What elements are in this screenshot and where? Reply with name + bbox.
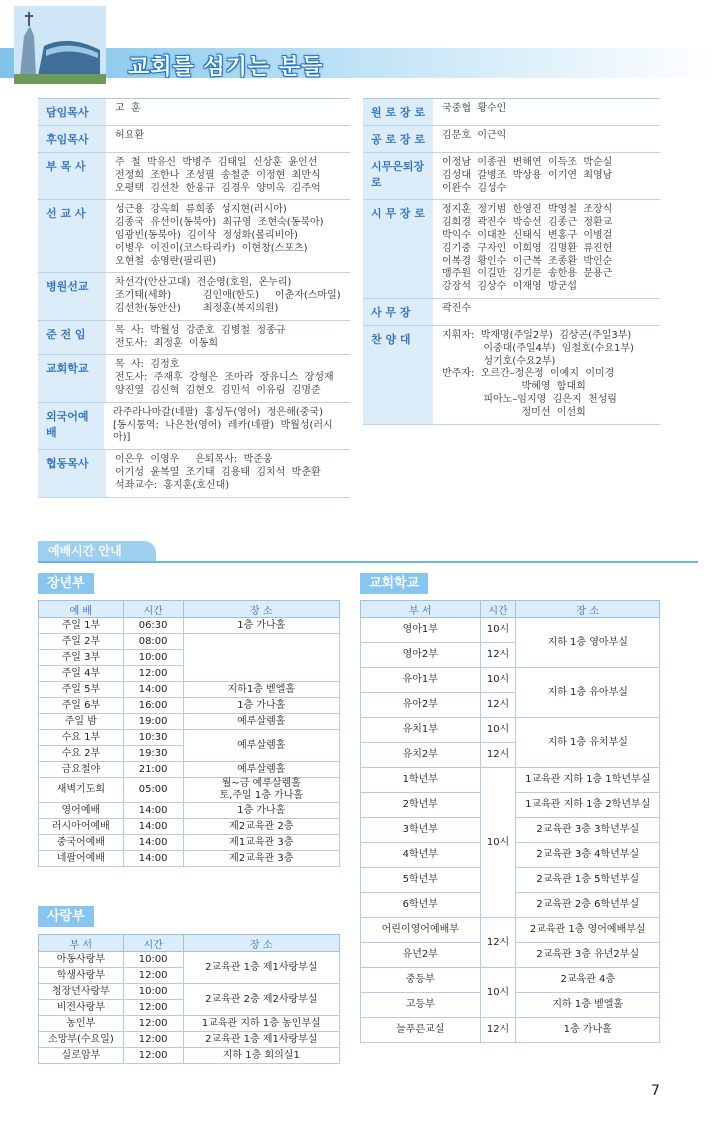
column-header: 시간 [123,935,183,952]
schedule-time-cell: 21:00 [123,762,183,778]
schedule-place-cell: 2교육관 1층 영어예배부실 [516,918,660,943]
table-row [361,618,660,643]
adult-schedule-table [38,600,340,867]
staff-names: 목 사: 박월성 강준호 김병철 정종규 전도사: 최정훈 이동희 [115,324,286,349]
schedule-place-cell: 예루살렘홀 [183,762,339,778]
schedule-time-cell: 12시 [480,1018,516,1043]
column-header: 예 배 [39,601,124,618]
schedule-name-cell: 주일 4부 [39,666,124,682]
schedule-name-cell: 주일 밤 [39,714,124,730]
schedule-name-cell: 고등부 [361,993,481,1018]
staff-names: 주 철 박유신 박병주 김태일 신상훈 윤인선 전정희 조한나 조성필 송철준 이정현 최만식 오평택 김선찬 한웅규 김경우 양미옥 김주억 [115,157,321,194]
table-row [39,762,340,778]
table-row [361,1018,660,1043]
schedule-name-cell: 유아1부 [361,668,481,693]
staff-role-label: 협동목사 [38,450,106,496]
staff-role-label: 원 로 장 로 [363,99,433,125]
table-row [361,768,660,793]
schedule-name-cell: 유치2부 [361,743,481,768]
schedule-place-cell: 지하 1층 영아부실 [516,618,660,668]
staff-role-label: 후임목사 [38,126,106,152]
schedule-place-cell: 2교육관 3층 3학년부실 [516,818,660,843]
schedule-place-cell: 제1교육관 3층 [183,835,339,851]
staff-list-right [363,98,660,425]
schedule-name-cell: 어린이영어예배부 [361,918,481,943]
schedule-time-cell: 19:30 [123,746,183,762]
schedule-place-cell: 2교육관 1층 제1사랑부실 [183,1032,339,1048]
schedule-time-cell: 14:00 [123,835,183,851]
schedule-place-cell: 2교육관 3층 4학년부실 [516,843,660,868]
staff-row [38,403,350,450]
schedule-place-cell: 예루살렘홀 [183,730,339,762]
staff-names: 곽진수 [442,302,471,314]
schedule-time-cell: 10시 [480,668,516,693]
schedule-time-cell: 10:00 [123,650,183,666]
staff-row [38,99,350,126]
worship-section-title: 예배시간 안내 [38,541,156,561]
schedule-time-cell: 10:00 [123,984,183,1000]
schedule-name-cell: 새벽기도회 [39,778,124,803]
schedule-name-cell: 실로암부 [39,1048,124,1064]
column-header: 장 소 [183,935,339,952]
schedule-name-cell: 중등부 [361,968,481,993]
staff-names: 이은우 이영우 은퇴목사: 박준웅 이기성 윤복열 조기태 김용태 김치석 박춘환 석좌교수: 홍지훈(호신대) [115,454,321,491]
table-row [39,730,340,746]
schedule-name-cell: 주일 6부 [39,698,124,714]
staff-role-label: 병원선교 [38,273,106,319]
table-row [39,618,340,634]
schedule-name-cell: 네팔어예배 [39,851,124,867]
schedule-time-cell: 12:00 [123,1000,183,1016]
schedule-time-cell: 12:00 [123,666,183,682]
schedule-name-cell: 소망부(수요일) [39,1032,124,1048]
column-header: 장 소 [516,601,660,618]
schedule-time-cell: 10:00 [123,952,183,968]
school-title: 교회학교 [360,573,428,594]
staff-names: 정지훈 정기범 한영진 박영철 조장식 김희경 곽진수 박승선 김종근 정환교 박익수 이대찬 신태식 변홍구 이병걸 김기중 구자인 이희영 김명환 류진헌 이복경 황인수 이근복 조종환 박인순 맹주원 이길만 김기문 송한용 문용근 강장석 김상수 이재영 방군섭 [442,204,613,293]
table-row [39,682,340,698]
church-building-icon [14,6,106,84]
schedule-place-cell: 1층 가나홀 [183,618,339,634]
staff-names: 지휘자: 박재명(주일2부) 김상곤(주일3부) 이중대(주일4부) 임철호(수요1부) 성기호(수요2부) 반주자: 오르간–정은정 이예지 이미경 박혜영 함대희 피아노–임지영 김은지 천성림 정미선 이선희 [442,329,634,418]
schedule-time-cell: 10시 [480,618,516,643]
schedule-name-cell: 영어예배 [39,803,124,819]
schedule-name-cell: 청장년사랑부 [39,984,124,1000]
schedule-place-cell: 지하 1층 유아부실 [516,668,660,718]
column-header: 시간 [123,601,183,618]
schedule-place-cell: 2교육관 4층 [516,968,660,993]
schedule-place-cell: 제2교육관 2층 [183,819,339,835]
schedule-time-cell: 10시 [480,768,516,918]
schedule-time-cell: 12:00 [123,1016,183,1032]
schedule-place-cell: 제2교육관 3층 [183,851,339,867]
column-header: 시간 [480,601,516,618]
schedule-time-cell: 14:00 [123,682,183,698]
staff-row [38,321,350,356]
table-row [39,819,340,835]
schedule-name-cell: 유아2부 [361,693,481,718]
header-banner [0,48,715,78]
page-number: 7 [651,1083,660,1099]
schedule-time-cell: 19:00 [123,714,183,730]
table-row [361,968,660,993]
table-header-row [39,601,340,618]
column-header: 부 서 [361,601,481,618]
schedule-place-cell: 2교육관 1층 제1사랑부실 [183,952,339,984]
table-row [39,803,340,819]
table-row [39,634,340,650]
staff-row [363,99,660,126]
staff-row [38,200,350,273]
staff-row [363,200,660,299]
schedule-name-cell: 6학년부 [361,893,481,918]
staff-row [363,153,660,200]
schedule-time-cell: 08:00 [123,634,183,650]
schedule-place-cell: 예루살렘홀 [183,714,339,730]
schedule-time-cell: 12시 [480,643,516,668]
table-row [39,698,340,714]
staff-role-label: 찬 양 대 [363,326,433,424]
schedule-name-cell: 러시아어예배 [39,819,124,835]
staff-row [38,273,350,320]
schedule-name-cell: 주일 5부 [39,682,124,698]
staff-row [363,326,660,425]
staff-row [38,126,350,153]
column-header: 장 소 [183,601,339,618]
staff-role-label: 선 교 사 [38,200,106,272]
schedule-time-cell: 12시 [480,693,516,718]
schedule-time-cell: 10시 [480,968,516,1018]
schedule-place-cell: 1교육관 지하 1층 2학년부실 [516,793,660,818]
table-row [39,778,340,803]
table-row [361,668,660,693]
love-schedule-table [38,934,340,1064]
staff-role-label: 시 무 장 로 [363,200,433,298]
staff-role-label: 공 로 장 로 [363,126,433,152]
schedule-time-cell: 10:30 [123,730,183,746]
staff-names: 허요환 [115,130,144,141]
schedule-place-cell: 2교육관 1층 5학년부실 [516,868,660,893]
staff-role-label: 시무은퇴장로 [363,153,433,199]
schedule-time-cell: 12시 [480,918,516,968]
page-title: 교회를 섬기는 분들 [128,55,324,80]
schedule-place-cell: 1교육관 지하 1층 1학년부실 [516,768,660,793]
staff-row [363,126,660,153]
staff-row [38,153,350,200]
schedule-time-cell: 05:00 [123,778,183,803]
staff-names: 이정남 이종권 변해연 이득조 박순실 김성대 갈병조 박상용 이기연 최영남 이완수 김성수 [442,157,613,194]
schedule-name-cell: 아동사랑부 [39,952,124,968]
staff-names: 라주라나마갈(네팔) 홍성두(영어) 정은해(중국) [동시통역: 나은찬(영어) 레카(네팔) 박월성(러시아)] [112,406,333,444]
staff-list-left [38,98,350,498]
staff-row [363,299,660,326]
adult-title: 장년부 [38,573,94,594]
staff-role-label: 외국어예배 [38,403,104,449]
schedule-name-cell: 3학년부 [361,818,481,843]
schedule-time-cell: 12:00 [123,1048,183,1064]
schedule-name-cell: 수요 1부 [39,730,124,746]
schedule-name-cell: 영아1부 [361,618,481,643]
column-header: 부 서 [39,935,124,952]
staff-names: 성근용 강옥희 류희종 성지현(러시아) 김종국 유선이(동북아) 최규영 조현숙(동북아) 임광빈(동북아) 김이삭 정성화(볼리비아) 이병우 이진이(코스타리카) 이현창(스포츠) 오현철 송영란(필리핀) [115,204,324,267]
schedule-place-cell: 2교육관 2층 제2사랑부실 [183,984,339,1016]
schedule-time-cell: 12시 [480,743,516,768]
table-row [39,984,340,1000]
schedule-place-cell: 1층 가나홀 [183,698,339,714]
schedule-name-cell: 중국어예배 [39,835,124,851]
schedule-time-cell: 14:00 [123,819,183,835]
schedule-time-cell: 16:00 [123,698,183,714]
schedule-time-cell: 12:00 [123,968,183,984]
schedule-place-cell: 지하 1층 회의실1 [183,1048,339,1064]
schedule-time-cell: 14:00 [123,803,183,819]
schedule-place-cell [183,634,339,682]
page-header [0,0,715,92]
table-row [39,851,340,867]
schedule-place-cell: 지하 1층 유치부실 [516,718,660,768]
schedule-name-cell: 1학년부 [361,768,481,793]
table-row [39,1016,340,1032]
schedule-name-cell: 농인부 [39,1016,124,1032]
table-header-row [361,601,660,618]
staff-names: 국중협 황수인 [442,103,507,114]
schedule-name-cell: 유년2부 [361,943,481,968]
table-row [39,1032,340,1048]
schedule-name-cell: 학생사랑부 [39,968,124,984]
schedule-name-cell: 5학년부 [361,868,481,893]
love-title: 사랑부 [38,906,94,927]
staff-names: 고 훈 [115,103,141,114]
schedule-place-cell: 1층 가나홀 [516,1018,660,1043]
schedule-name-cell: 유치1부 [361,718,481,743]
schedule-place-cell: 1층 가나홀 [183,803,339,819]
schedule-name-cell: 주일 1부 [39,618,124,634]
schedule-name-cell: 수요 2부 [39,746,124,762]
section-divider [38,561,698,563]
staff-names: 차선각(안산고대) 전순영(호원, 온누리) 조기태(세화) 김인애(한도) 이춘자(스마일) 김선찬(동안산) 최정훈(복지의원) [115,277,341,314]
staff-role-label: 담임목사 [38,99,106,125]
schedule-time-cell: 06:30 [123,618,183,634]
table-row [39,835,340,851]
schedule-name-cell: 금요철야 [39,762,124,778]
staff-role-label: 사 무 장 [363,299,433,325]
table-row [361,718,660,743]
schedule-place-cell: 지하1층 벧엘홀 [183,682,339,698]
schedule-place-cell: 월~금 예루살렘홀 토,주일 1층 가나홀 [183,778,339,803]
schedule-name-cell: 비전사랑부 [39,1000,124,1016]
schedule-place-cell: 2교육관 2층 6학년부실 [516,893,660,918]
staff-role-label: 준 전 임 [38,321,106,355]
table-row [39,1048,340,1064]
schedule-name-cell: 2학년부 [361,793,481,818]
staff-role-label: 부 목 사 [38,153,106,199]
table-header-row [39,935,340,952]
staff-names: 목 사: 김정호 전도사: 주재후 강형은 조아라 장유니스 장성재 양진열 김신혁 김현오 김민석 이유림 김명준 [115,359,334,396]
schedule-name-cell: 4학년부 [361,843,481,868]
staff-row [38,355,350,402]
schedule-place-cell: 지하 1층 벧엘홀 [516,993,660,1018]
school-schedule-table [360,600,660,1043]
worship-section-header [38,541,660,563]
schedule-name-cell: 늘푸른교실 [361,1018,481,1043]
schedule-time-cell: 10시 [480,718,516,743]
schedule-name-cell: 주일 3부 [39,650,124,666]
schedule-time-cell: 12:00 [123,1032,183,1048]
schedule-place-cell: 1교육관 지하 1층 농인부실 [183,1016,339,1032]
table-row [39,714,340,730]
staff-names: 김문호 이근익 [442,130,507,141]
table-row [361,918,660,943]
schedule-time-cell: 14:00 [123,851,183,867]
table-row [39,952,340,968]
schedule-name-cell: 영아2부 [361,643,481,668]
staff-row [38,450,350,497]
schedule-name-cell: 주일 2부 [39,634,124,650]
staff-role-label: 교회학교 [38,355,106,401]
schedule-place-cell: 2교육관 3층 유년2부실 [516,943,660,968]
